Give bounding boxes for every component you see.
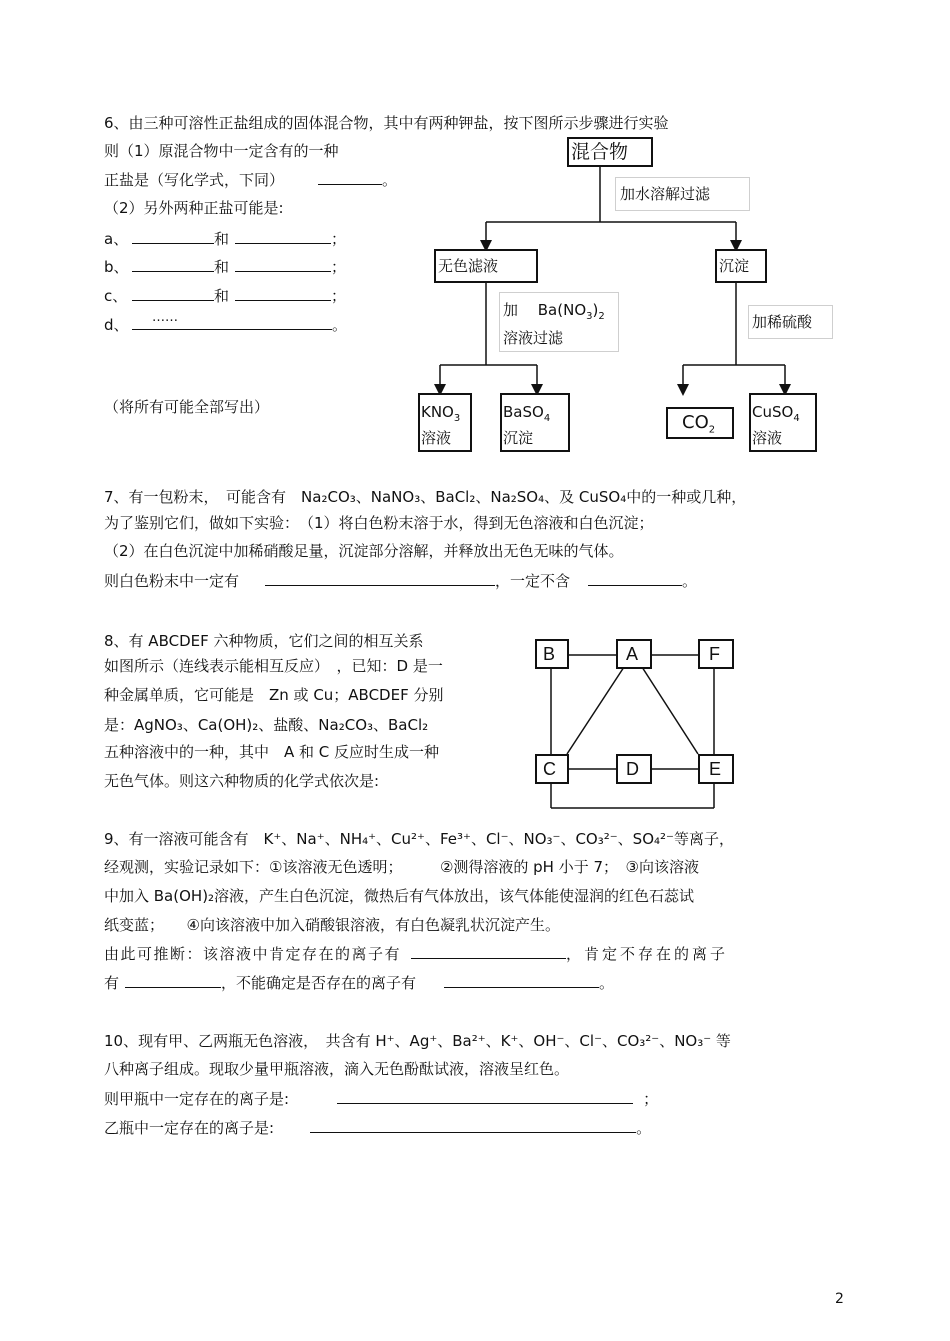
node-d: D — [616, 754, 652, 784]
q8-line5: 五种溶液中的一种，其中 A 和 C 反应时生成一种 — [104, 743, 440, 761]
step-add-dilute-h2so4: 加稀硫酸 — [748, 305, 833, 339]
q6-line1: 则（1）原混合物中一定含有的一种 — [104, 142, 339, 160]
baso4-precipitate-box: BaSO$_4$ 沉淀 — [500, 393, 570, 452]
q7-line3: （2）在白色沉淀中加稀硝酸足量，沉淀部分溶解，并释放出无色无味的气体。 — [104, 542, 624, 560]
answer-blank[interactable] — [337, 1089, 633, 1104]
q9-line2: 经观测，实验记录如下：①该溶液无色透明； ②测得溶液的 pH 小于 7； ③向该溶液 — [104, 858, 699, 876]
node-e: E — [698, 754, 734, 784]
q9-line1: 9、有一溶液可能含有 K⁺、Na⁺、NH₄⁺、Cu²⁺、Fe³⁺、Cl⁻、NO₃⁻、CO₃²⁻、SO₄²⁻等离子， — [104, 830, 734, 848]
q6-row-b: b、 和 ； — [104, 258, 347, 276]
q6-row-d: d、 …… 。 — [104, 310, 348, 334]
q6-note: （将所有可能全部写出） — [104, 398, 270, 416]
q10-line2: 八种离子组成。现取少量甲瓶溶液，滴入无色酚酞试液，溶液呈红色。 — [104, 1060, 570, 1078]
answer-blank[interactable] — [444, 973, 599, 988]
answer-blank[interactable] — [310, 1118, 636, 1133]
q10-line3: 则甲瓶中一定存在的离子是: ； — [104, 1090, 659, 1108]
step-add-bano3: 加 $Ba(NO_3)_2$ 溶液过滤 — [499, 292, 619, 352]
q6-line2: 正盐是（写化学式，下同） 。 — [104, 171, 398, 189]
answer-blank[interactable]: …… — [132, 315, 332, 330]
q9-line3: 中加入 Ba(OH)₂溶液，产生白色沉淀，微热后有气体放出，该气体能使湿润的红色石蕊试 — [104, 887, 695, 905]
co2-box: $CO_2$ — [666, 407, 734, 439]
page-number: 2 — [835, 1291, 844, 1307]
q6-row-a: a、 和 ； — [104, 230, 347, 248]
q10-line4: 乙瓶中一定存在的离子是: 。 — [104, 1119, 652, 1137]
q9-line6: 有 ，不能确定是否存在的离子有 。 — [104, 974, 615, 992]
q7-line1: 7、有一包粉末， 可能含有 Na₂CO₃、NaNO₃、BaCl₂、Na₂SO₄、及 CuSO₄中的一种或几种， — [104, 488, 747, 506]
q6-row-c: c、 和 ； — [104, 287, 347, 305]
node-f: F — [698, 639, 734, 669]
cuso4-solution-box: CuSO$_4$ 溶液 — [749, 393, 817, 452]
q9-line5: 由此可推断：该溶液中肯定存在的离子有 ，肯定不存在的离子 — [104, 945, 729, 963]
answer-blank[interactable] — [125, 973, 221, 988]
q8-line1: 8、有 ABCDEF 六种物质，它们之间的相互关系 — [104, 632, 424, 650]
node-a: A — [616, 639, 652, 669]
answer-blank[interactable] — [411, 944, 566, 959]
q7-line2: 为了鉴别它们，做如下实验： （1）将白色粉末溶于水，得到无色溶液和白色沉淀； — [104, 514, 654, 532]
node-c: C — [535, 754, 569, 784]
kno3-solution-box: $KNO_3$ 溶液 — [418, 393, 472, 452]
q8-line3: 种金属单质，它可能是 Zn 或 Cu；ABCDEF 分别 — [104, 686, 444, 704]
q7-line4: 则白色粉末中一定有 ，一定不含 。 — [104, 572, 698, 590]
q6-line3: （2）另外两种正盐可能是: — [104, 199, 284, 217]
mixture-box: 混合物 — [567, 137, 653, 167]
q10-line1: 10、现有甲、乙两瓶无色溶液， 共含有 H⁺、Ag⁺、Ba²⁺、K⁺、OH⁻、Cl⁻、CO₃²⁻、NO₃⁻ 等 — [104, 1032, 731, 1050]
q8-line4: 是：AgNO₃、Ca(OH)₂、盐酸、Na₂CO₃、BaCl₂ — [104, 716, 429, 734]
q6-title: 6、由三种可溶性正盐组成的固体混合物，其中有两种钾盐，按下图所示步骤进行实验 — [104, 114, 669, 132]
precipitate-box: 沉淀 — [715, 249, 767, 283]
colorless-filtrate-box: 无色滤液 — [434, 249, 538, 283]
step-dissolve-filter: 加水溶解过滤 — [615, 177, 750, 211]
node-b: B — [535, 639, 569, 669]
q8-line6: 无色气体。则这六种物质的化学式依次是: — [104, 772, 380, 790]
q8-line2: 如图所示（连线表示能相互反应） ，已知：D 是一 — [104, 657, 443, 675]
q9-line4: 纸变蓝； ④向该溶液中加入硝酸银溶液，有白色凝乳状沉淀产生。 — [104, 916, 560, 934]
